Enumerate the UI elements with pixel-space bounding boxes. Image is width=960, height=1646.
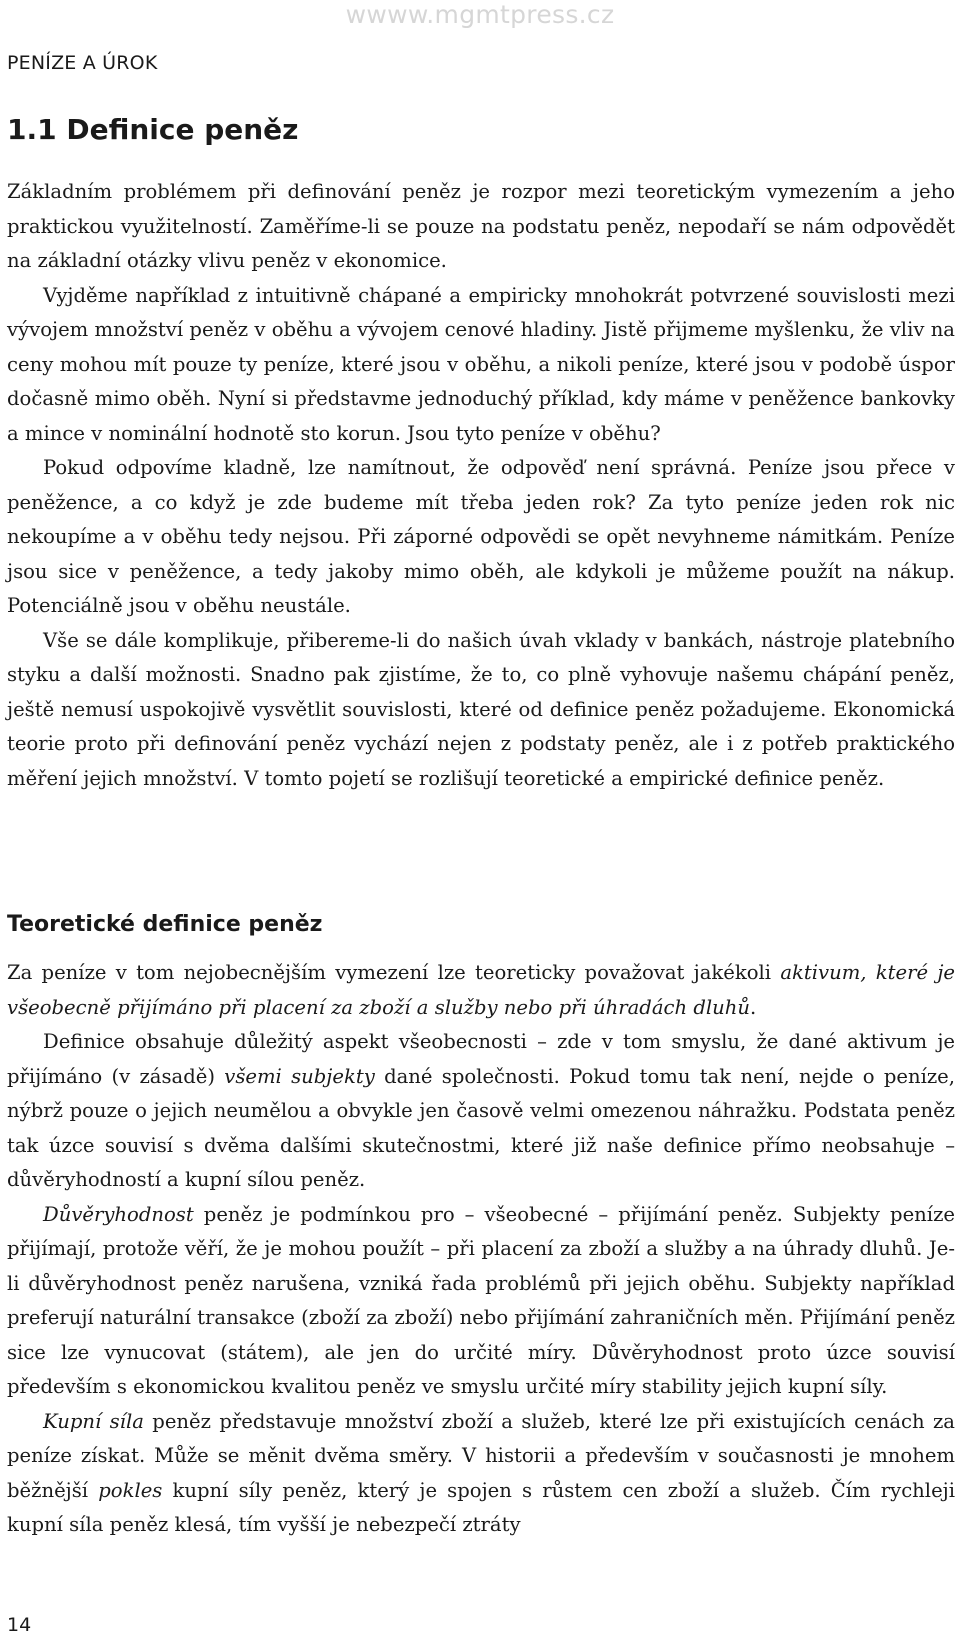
emphasis-text: aktivum, které je všeobecně přijímáno při placení za zboží a služby nebo při úhradách dluhů xyxy=(7,961,955,1019)
text-run: kupní síly peněz, který je spojen s růstem cen zboží a služeb. Čím rychleji kupní síla peněz klesá, tím vyšší je nebezpečí ztráty xyxy=(7,1478,956,1536)
text-run: peněz představuje množství zboží a služeb, které lze při existujících cenách za peníze získat. Může se měnit dvěma směry. V historii a především v současnosti je mnohem běžnější xyxy=(7,1409,955,1502)
watermark: wwww.mgmtpress.cz xyxy=(345,0,615,29)
chapter-title: 1.1 Definice peněz xyxy=(7,113,299,146)
paragraph xyxy=(7,1405,955,1543)
emphasis-text: všemi subjekty xyxy=(224,1064,375,1088)
paragraph: Základním problémem při definování peněz je rozpor mezi teoretickým vymezením a jeho praktickou využitelností. Zaměříme-li se pouze na podstatu peněz, nepodaří se nám odpovědět na základní otázky vlivu peněz v ekonomice. xyxy=(7,180,955,272)
paragraph xyxy=(7,1025,955,1198)
running-head: PENÍZE A ÚROK xyxy=(7,52,158,74)
text-run: . xyxy=(749,995,757,1019)
text-run: dané společnosti. Pokud tomu tak není, nejde o peníze, nýbrž pouze o jejich neumělou a obvykle jen časově velmi omezenou náhražku. Podstata peněz tak úzce souvisí s dvěma dalšími skutečnostmi, které již naše definice přímo neobsahuje – důvěryhodností a kupní sílou peněz. xyxy=(7,1064,955,1191)
emphasis-text: Kupní síla xyxy=(43,1409,144,1433)
emphasis-text: pokles xyxy=(98,1478,163,1502)
emphasis-text: Důvěryhodnost xyxy=(43,1202,194,1226)
paragraph xyxy=(7,956,955,1025)
paragraph: Pokud odpovíme kladně, lze namítnout, že odpověď není správná. Peníze jsou přece v peněžence, a co když je zde budeme mít třeba jeden rok? Za tyto peníze jeden rok nic nekoupíme a v oběhu tedy nejsou. Při záporné odpovědi se opět nevyhneme námitkám. Peníze jsou sice v peněžence, a tedy jakoby mimo oběh, ale kdykoli je můžeme použít na nákup. Potenciálně jsou v oběhu neustále. xyxy=(7,456,955,617)
paragraph xyxy=(7,1198,955,1405)
text-run: Definice obsahuje důležitý aspekt všeobecnosti – zde v tom smyslu, že dané aktivum je přijímáno (v zásadě) xyxy=(7,1030,955,1088)
section-body xyxy=(7,175,955,796)
paragraph: Vyjděme například z intuitivně chápané a empiricky mnohokrát potvrzené souvislosti mezi vývojem množství peněz v oběhu a vývojem cenové hladiny. Jistě přijmeme myšlenku, že vliv na ceny mohou mít pouze ty peníze, které jsou v oběhu, a nikoli peníze, které jsou v podobě úspor dočasně mimo oběh. Nyní si představme jednoduchý příklad, kdy máme v peněžence bankovky a mince v nominální hodnotě sto korun. Jsou tyto peníze v oběhu? xyxy=(7,283,955,445)
section-body xyxy=(7,956,955,1543)
section-heading: Teoretické definice peněz xyxy=(7,912,323,937)
text-run: peněz je podmínkou pro – všeobecné – přijímání peněz. Subjekty peníze přijímají, protože věří, že je mohou použít – při placení za zboží a služby a na úhrady dluhů. Je-li důvěryhodnost peněz narušena, vzniká řada problémů při jejich oběhu. Subjekty například preferují naturální transakce (zboží za zboží) nebo přijímání zahraničních měn. Přijímání peněz sice lze vynucovat (státem), ale jen do určité míry. Důvěryhodnost proto úzce souvisí především s ekonomickou kvalitou peněz ve smyslu určité míry stability jejich kupní síly. xyxy=(7,1202,955,1398)
paragraph: Vše se dále komplikuje, přibereme-li do našich úvah vklady v bankách, nástroje platebního styku a další možnosti. Snadno pak zjistíme, že to, co plně vyhovuje našemu chápání peněz, ještě nemusí uspokojivě vysvětlit souvislosti, které od definice peněz požadujeme. Ekonomická teorie proto při definování peněz vychází nejen z podstaty peněz, ale i z potřeb praktického měření jejich množství. V tomto pojetí se rozlišují teoretické a empirické definice peněz. xyxy=(7,628,955,790)
page-number: 14 xyxy=(7,1614,32,1636)
text-run: Za peníze v tom nejobecnějším vymezení lze teoreticky považovat jakékoli xyxy=(7,961,781,984)
